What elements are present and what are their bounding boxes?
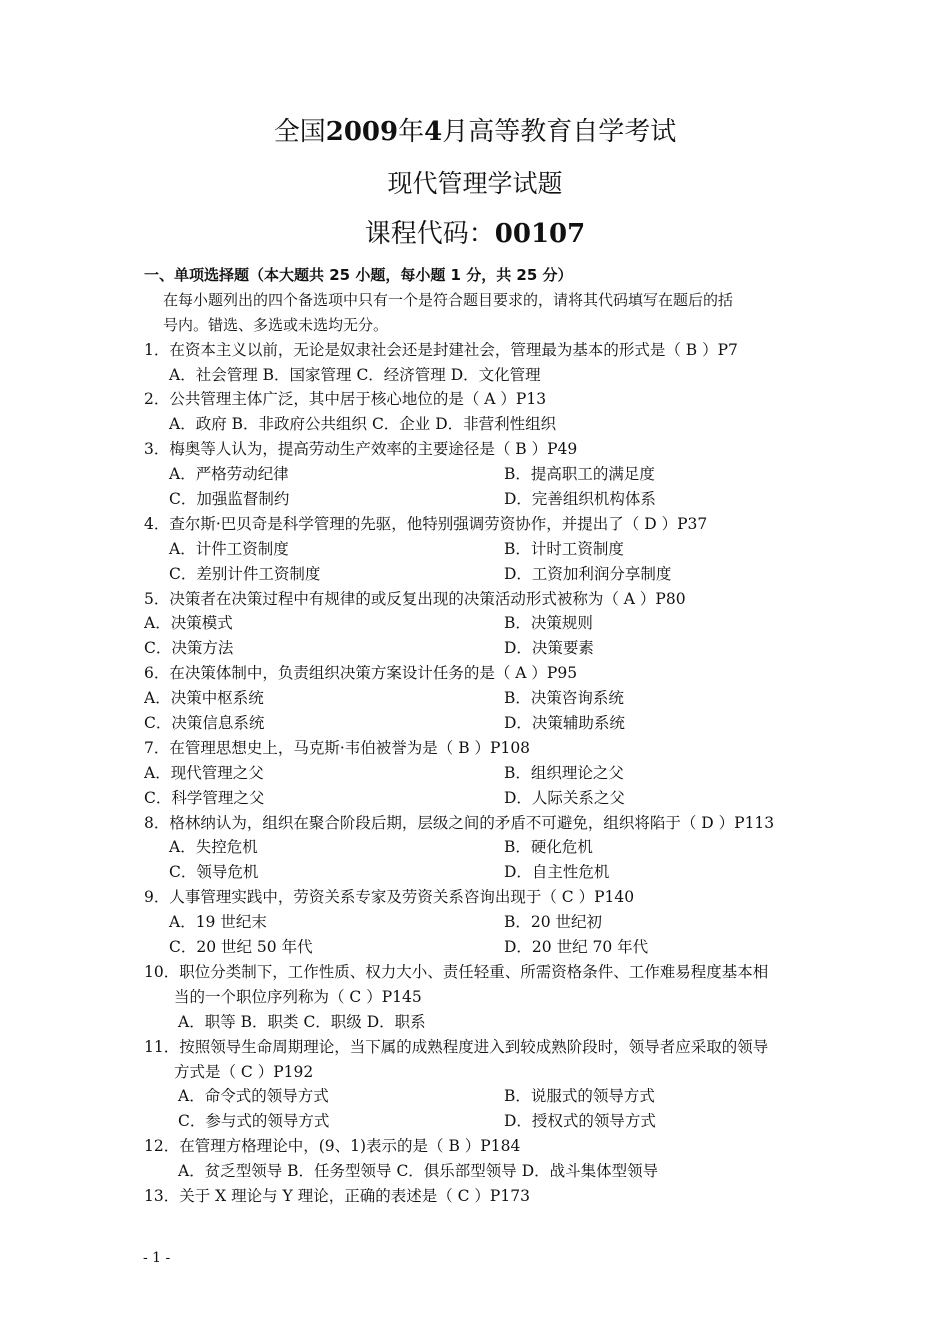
options-row — [144, 611, 824, 636]
question-stem: 6．在决策体制中，负责组织决策方案设计任务的是（ A ）P95 — [144, 664, 578, 683]
options-row — [144, 636, 824, 661]
option-d: D．自主性危机 — [504, 863, 610, 882]
options-row — [144, 761, 824, 786]
options-row — [144, 462, 824, 487]
option-c: C．决策信息系统 — [144, 714, 265, 733]
options-row — [144, 1084, 824, 1109]
option-a: A．失控危机 — [169, 838, 258, 857]
option-c: C．领导危机 — [169, 863, 259, 882]
question-stem: 10．职位分类制下，工作性质、权力大小、责任轻重、所需资格条件、工作难易程度基本相 — [144, 962, 769, 981]
question-stem: 3．梅奥等人认为，提高劳动生产效率的主要途径是（ B ）P49 — [144, 440, 578, 459]
options-row — [144, 562, 824, 587]
question-stem: 4．查尔斯·巴贝奇是科学管理的先驱，他特别强调劳资协作，并提出了（ D ）P37 — [144, 514, 708, 533]
option-b: B．计时工资制度 — [504, 539, 624, 558]
option-d: D．人际关系之父 — [504, 788, 625, 807]
option-a: A．决策模式 — [144, 614, 233, 633]
option-d: D．决策要素 — [504, 639, 594, 658]
option-d: D．决策辅助系统 — [504, 714, 625, 733]
options-row — [144, 935, 824, 960]
option-c: C．科学管理之父 — [144, 788, 265, 807]
options-row — [144, 487, 824, 512]
option-a: A．计件工资制度 — [169, 539, 289, 558]
question-stem: 9．人事管理实践中，劳资关系专家及劳资关系咨询出现于（ C ）P140 — [144, 888, 635, 907]
option-a: A．19 世纪末 — [169, 913, 267, 932]
question-body — [144, 263, 824, 1209]
option-b: B．提高职工的满足度 — [504, 465, 655, 484]
option-b: B．说服式的领导方式 — [504, 1087, 655, 1106]
question-stem: 5．决策者在决策过程中有规律的或反复出现的决策活动形式被称为（ A ）P80 — [144, 589, 686, 608]
option-c: C．加强监督制约 — [169, 490, 290, 509]
instruction-line-2: 号内。错选、多选或未选均无分。 — [163, 315, 389, 334]
option-b: B．决策咨询系统 — [504, 689, 624, 708]
question-options: A．社会管理 B．国家管理 C．经济管理 D．文化管理 — [169, 365, 541, 384]
option-d: D．授权式的领导方式 — [504, 1112, 656, 1131]
question-options: A．贫乏型领导 B．任务型领导 C．俱乐部型领导 D．战斗集体型领导 — [178, 1162, 659, 1181]
option-b: B．决策规则 — [504, 614, 593, 633]
options-row — [144, 835, 824, 860]
option-c: C．决策方法 — [144, 639, 234, 658]
option-a: A．命令式的领导方式 — [178, 1087, 329, 1106]
question-stem: 12．在管理方格理论中，(9、1)表示的是（ B ）P184 — [144, 1137, 521, 1156]
options-row — [144, 860, 824, 885]
exam-title: 全国2009年4月高等教育自学考试 — [273, 117, 677, 147]
option-a: A．严格劳动纪律 — [169, 465, 289, 484]
option-c: C．参与式的领导方式 — [178, 1112, 330, 1131]
options-row — [144, 686, 824, 711]
options-row — [144, 1109, 824, 1134]
option-d: D．工资加利润分享制度 — [504, 564, 672, 583]
question-stem: 2．公共管理主体广泛，其中居于核心地位的是（ A ）P13 — [144, 390, 547, 409]
options-row — [144, 910, 824, 935]
question-options: A．职等 B．职类 C．职级 D．职系 — [178, 1012, 426, 1031]
exam-subtitle: 现代管理学试题 — [387, 169, 563, 198]
option-c: C．20 世纪 50 年代 — [169, 938, 313, 957]
course-code: 课程代码：00107 — [364, 219, 586, 249]
options-row — [144, 786, 824, 811]
question-stem: 13．关于 X 理论与 Y 理论，正确的表述是（ C ）P173 — [144, 1186, 530, 1205]
option-b: B．硬化危机 — [504, 838, 593, 857]
option-b: B．20 世纪初 — [504, 913, 603, 932]
question-stem-continued: 方式是（ C ）P192 — [174, 1062, 314, 1081]
option-b: B．组织理论之父 — [504, 763, 624, 782]
option-a: A．现代管理之父 — [144, 763, 264, 782]
options-row — [144, 537, 824, 562]
option-d: D．20 世纪 70 年代 — [504, 938, 649, 957]
question-stem-continued: 当的一个职位序列称为（ C ）P145 — [174, 987, 422, 1006]
question-stem: 8．格林纳认为，组织在聚合阶段后期，层级之间的矛盾不可避免，组织将陷于（ D ）P113 — [144, 813, 775, 832]
question-options: A．政府 B．非政府公共组织 C．企业 D．非营利性组织 — [169, 415, 557, 434]
option-c: C．差别计件工资制度 — [169, 564, 321, 583]
question-stem: 1．在资本主义以前，无论是奴隶社会还是封建社会，管理最为基本的形式是（ B ）P7 — [144, 340, 738, 359]
section-heading: 一、单项选择题（本大题共 25 小题，每小题 1 分，共 25 分） — [144, 266, 573, 284]
option-d: D．完善组织机构体系 — [504, 490, 656, 509]
page-number: - 1 - — [143, 1250, 171, 1266]
question-stem: 11．按照领导生命周期理论，当下属的成熟程度进入到较成熟阶段时，领导者应采取的领导 — [144, 1037, 769, 1056]
instruction-line-1: 在每小题列出的四个备选项中只有一个是符合题目要求的，请将其代码填写在题后的括 — [163, 290, 734, 309]
option-a: A．决策中枢系统 — [144, 689, 264, 708]
options-row — [144, 711, 824, 736]
question-stem: 7．在管理思想史上，马克斯·韦伯被誉为是（ B ）P108 — [144, 738, 531, 757]
